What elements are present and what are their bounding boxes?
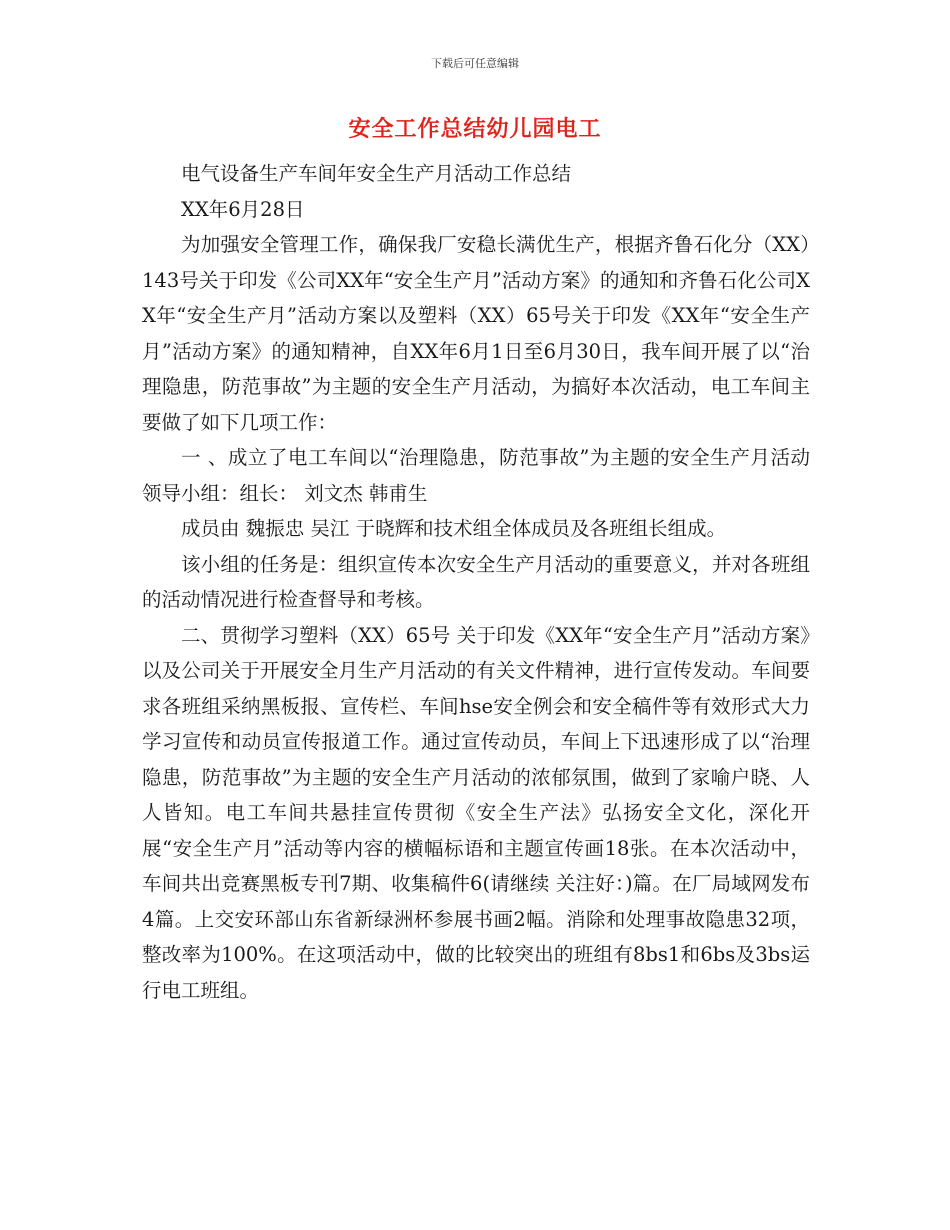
paragraph-subtitle: 电气设备生产车间年安全生产月活动工作总结 [181, 162, 572, 185]
document-title: 安全工作总结幼儿园电工 [348, 117, 602, 142]
paragraph-tasks: 该小组的任务是：组织宣传本次安全生产月活动的重要意义，并对各班组的活动情况进行检查督导和考核。 [142, 552, 810, 611]
document-body [142, 156, 810, 1008]
paragraph-intro: 为加强安全管理工作，确保我厂安稳长满优生产，根据齐鲁石化分（XX）143号关于印发《公司XX年“安全生产月”活动方案》的通知和齐鲁石化公司XX年“安全生产月”活动方案以及塑料（XX）65号关于印发《XX年“安全生产月”活动方案》的通知精神，自XX年6月1日至6月30日，我车间开展了以“治理隐患，防范事故”为主题的安全生产月活动，为搞好本次活动，电工车间主要做了如下几项工作： [142, 233, 810, 434]
paragraph-section-two: 二、贯彻学习塑料（XX）65号 关于印发《XX年“安全生产月”活动方案》以及公司关于开展安全月生产月活动的有关文件精神，进行宣传发动。车间要求各班组采纳黑板报、宣传栏、车间hse安全例会和安全稿件等有效形式大力学习宣传和动员宣传报道工作。通过宣传动员，车间上下迅速形成了以“治理隐患，防范事故”为主题的安全生产月活动的浓郁氛围，做到了家喻户晓、人人皆知。电工车间共悬挂宣传贯彻《安全生产法》弘扬安全文化，深化开展“安全生产月”活动等内容的横幅标语和主题宣传画18张。在本次活动中，车间共出竞赛黑板专刊7期、收集稿件6(请继续 关注好：)篇。在厂局域网发布4篇。上交安环部山东省新绿洲杯参展书画2幅。消除和处理事故隐患32项，整改率为100%。在这项活动中，做的比较突出的班组有8bs1和6bs及3bs运行电工班组。 [142, 623, 810, 1002]
paragraph-section-one: 一 、成立了电工车间以“治理隐患，防范事故”为主题的安全生产月活动领导小组：组长： 刘文杰 韩甫生 [142, 446, 810, 505]
paragraph-date: XX年6月28日 [181, 197, 305, 221]
paragraph-members: 成员由 魏振忠 吴江 于晓辉和技术组全体成员及各班组长组成。 [181, 517, 727, 540]
header-note: 下载后可任意编辑 [431, 57, 519, 70]
